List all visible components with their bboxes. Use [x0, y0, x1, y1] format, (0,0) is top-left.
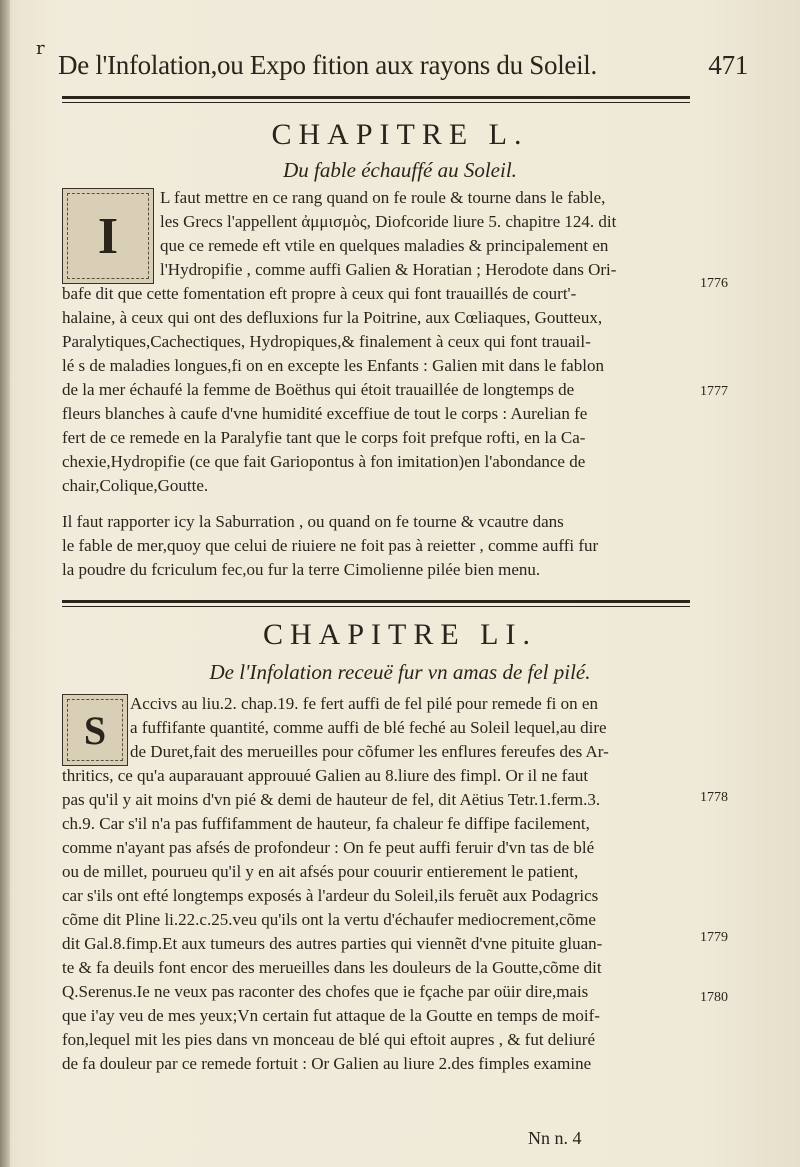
- margin-number: 1780: [700, 990, 728, 1005]
- text-line: dit Gal.8.fimp.Et aux tumeurs des autres parties qui viennẽt d'vne pituite gluan-: [62, 934, 603, 953]
- text-line: chexie,Hydropifie (ce que fait Gariopontus à fon imitation)en l'abondance de: [62, 452, 586, 471]
- margin-number: 1779: [700, 930, 728, 945]
- text-line: les Grecs l'appellent ἀμμισμὸς, Diofcoride liure 5. chapitre 124. dit: [160, 212, 617, 231]
- text-line: que ce remede eft vtile en quelques maladies & principalement en: [160, 236, 609, 255]
- catchword: Nn n. 4: [528, 1128, 582, 1148]
- text-line: cõme dit Pline li.22.c.25.veu qu'ils ont la vertu d'échaufer mediocrement,cõme: [62, 910, 596, 929]
- header-rule: [62, 96, 690, 99]
- text-line: lé s de maladies longues,fi on en excepte les Enfants : Galien mit dans le fablon: [62, 356, 604, 375]
- margin-number: 1776: [700, 276, 728, 291]
- text-line: chair,Colique,Goutte.: [62, 476, 209, 495]
- text-line: le fable de mer,quoy que celui de riuiere ne foit pas à reietter , comme auffi fur: [62, 536, 599, 555]
- running-title: De l'Infolation,ou Expo fition aux rayons du Soleil.: [58, 50, 597, 80]
- decorated-initial: I: [62, 188, 154, 284]
- text-line: de la mer échaufé la femme de Boëthus qui étoit trauaillée de longtemps de: [62, 380, 575, 399]
- text-line: l'Hydropifie , comme auffi Galien & Horatian ; Herodote dans Ori-: [160, 260, 617, 279]
- chapter-subtitle: De l'Infolation receuë fur vn amas de fel pilé.: [209, 660, 591, 684]
- text-line: pas qu'il y ait moins d'vn pié & demi de hauteur de fel, dit Aëtius Tetr.1.ferm.3.: [62, 790, 601, 809]
- text-line: comme n'ayant pas afsés de profondeur : On fe peut auffi feruir d'vn tas de blé: [62, 838, 595, 857]
- margin-number: 1777: [700, 384, 728, 399]
- text-line: la poudre du fcriculum fec,ou fur la terre Cimolienne pilée bien menu.: [62, 560, 541, 579]
- text-line: te & fa deuils font encor des merueilles dans les douleurs de la Goutte,cõme dit: [62, 958, 602, 977]
- chapter-subtitle: Du fable échauffé au Soleil.: [283, 158, 517, 182]
- text-line: a fuffifante quantité, comme auffi de blé feché au Soleil lequel,au dire: [130, 718, 607, 737]
- text-line: Paralytiques,Cachectiques, Hydropiques,& finalement à ceux qui font trauail-: [62, 332, 591, 351]
- header-rule-thin: [62, 102, 690, 103]
- section-rule: [62, 600, 690, 603]
- text-line: bafe dit que cette fomentation eft propre à ceux qui font trauaillés de court'-: [62, 284, 577, 303]
- running-head: [58, 50, 748, 90]
- text-line: L faut mettre en ce rang quand on fe roule & tourne dans le fable,: [160, 188, 606, 207]
- page-number: 471: [708, 50, 748, 80]
- text-line: fleurs blanches à caufe d'vne humidité exceffiue de tout le corps : Aurelian fe: [62, 404, 588, 423]
- text-line: car s'ils ont efté longtemps exposés à l'ardeur du Soleil,ils feruẽt aux Podagrics: [62, 886, 599, 905]
- text-line: ou de millet, pourueu qu'il y en ait afsés pour couurir entierement le patient,: [62, 862, 579, 881]
- text-line: halaine, à ceux qui ont des defluxions fur la Poitrine, aux Cœliaques, Goutteux,: [62, 308, 603, 327]
- chapter-title: CHAPITRE L.: [271, 118, 529, 151]
- section-rule-thin: [62, 606, 690, 607]
- text-line: Il faut rapporter icy la Saburration , ou quand on fe tourne & vcautre dans: [62, 512, 564, 531]
- text-line: thritics, ce qu'a auparauant approuué Galien au 8.liure des fimpl. Or il ne faut: [62, 766, 589, 785]
- decorated-initial: S: [62, 694, 128, 766]
- text-line: fert de ce remede en la Paralyfie tant que le corps foit prefque rofti, en la Ca-: [62, 428, 586, 447]
- text-line: ch.9. Car s'il n'a pas fuffifamment de hauteur, fa chaleur fe diffipe facilement,: [62, 814, 590, 833]
- chapter-title: CHAPITRE LI.: [263, 618, 537, 651]
- text-line: fon,lequel mit les pies dans vn monceau de blé qui eftoit aupres , & fut deliuré: [62, 1030, 595, 1049]
- corner-mark: r: [36, 38, 45, 59]
- text-line: que i'ay veu de mes yeux;Vn certain fut attaque de la Goutte en temps de moif-: [62, 1006, 600, 1025]
- margin-number: 1778: [700, 790, 728, 805]
- text-line: Q.Serenus.Ie ne veux pas raconter des chofes que ie fçache par oüir dire,mais: [62, 982, 589, 1001]
- text-line: de fa douleur par ce remede fortuit : Or Galien au liure 2.des fimples examine: [62, 1054, 592, 1073]
- text-line: Accivs au liu.2. chap.19. fe fert auffi de fel pilé pour remede fi on en: [130, 694, 598, 713]
- text-line: de Duret,fait des merueilles pour cõfumer les enflures fereufes des Ar-: [130, 742, 609, 761]
